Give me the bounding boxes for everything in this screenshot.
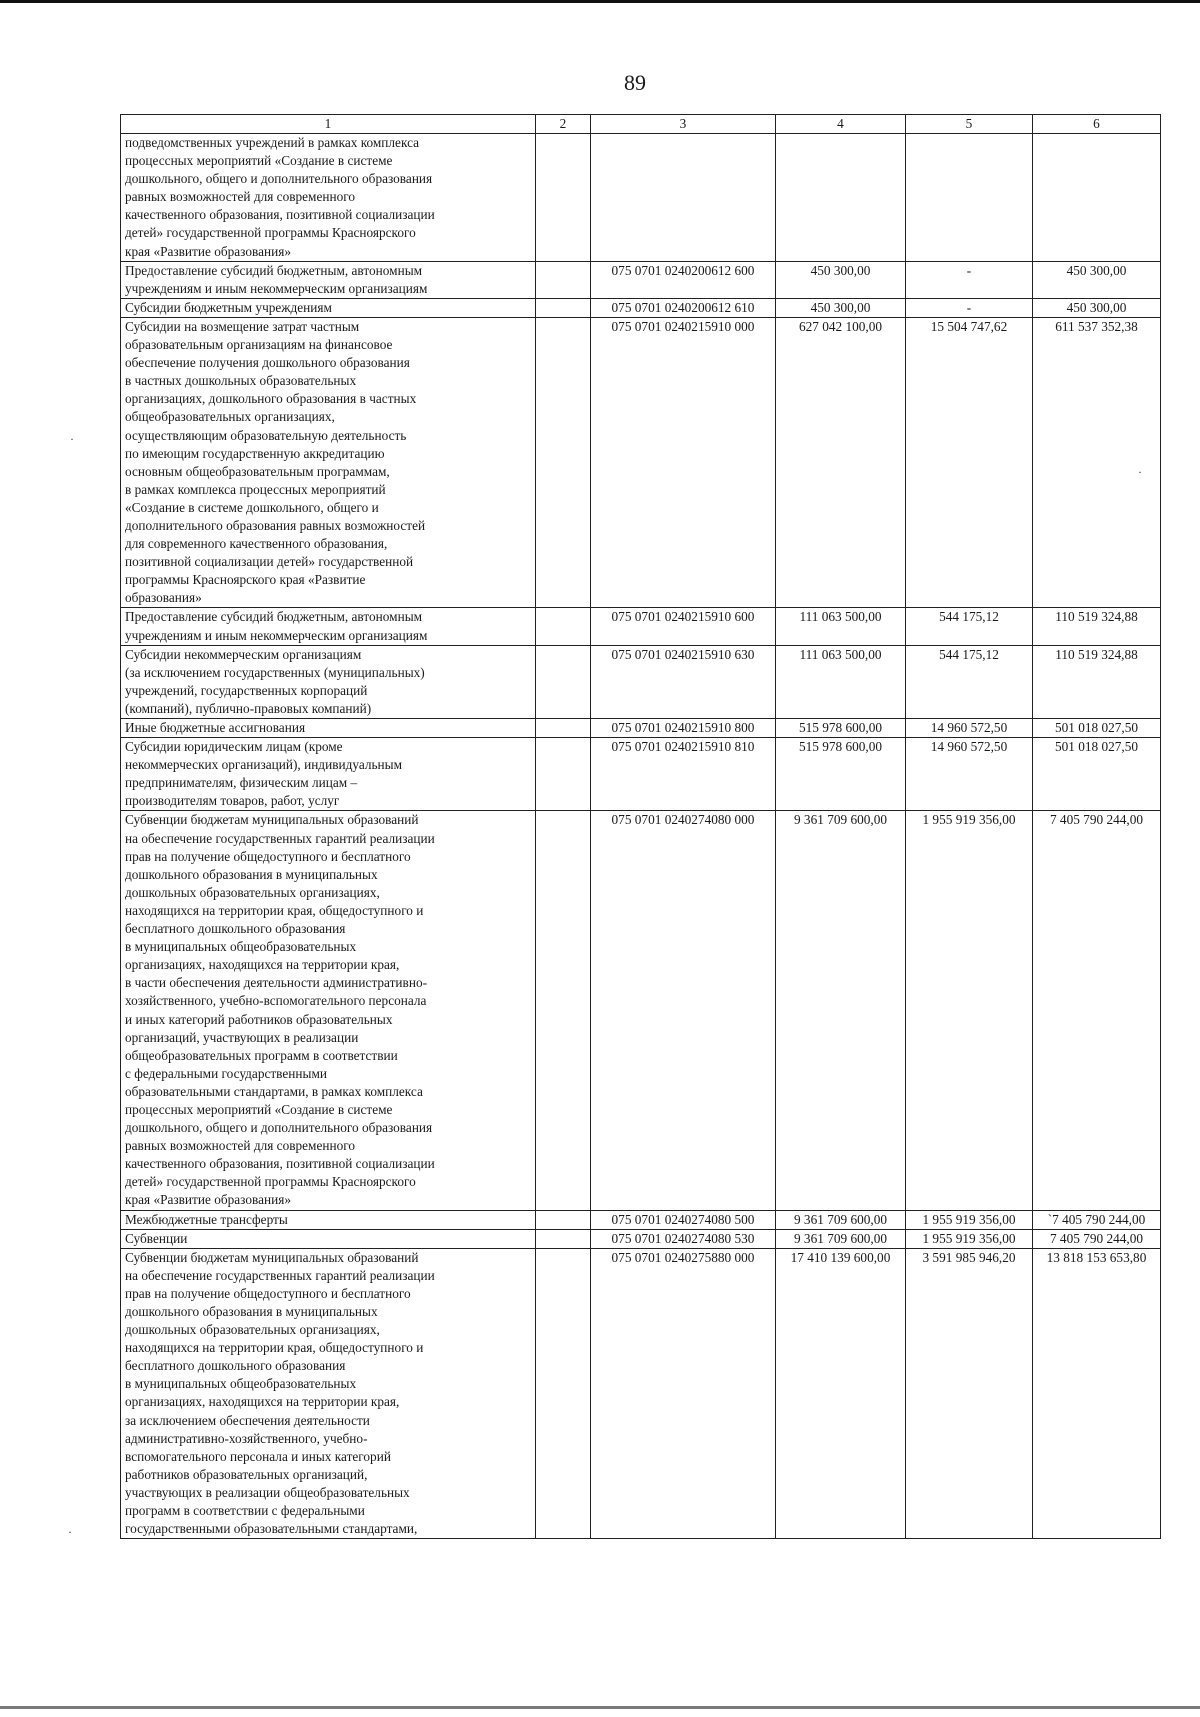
row-code: 075 0701 0240215910 600	[591, 608, 776, 645]
header-col-6: 6	[1033, 115, 1161, 134]
row-empty-col	[536, 738, 591, 811]
row-done: 3 591 985 946,20	[906, 1248, 1033, 1539]
row-code: 075 0701 0240274080 530	[591, 1229, 776, 1248]
table-row	[121, 1210, 1161, 1229]
row-name: Субвенции бюджетам муниципальных образований на обеспечение государственных гарантий реализации прав на получение общедоступного и бесплатного дошкольного образования в муниципальных дошкольных образовательных организациях, находящихся на территории края, общедоступного и бесплатного дошкольного образования в муниципальных общеобразовательных организациях, находящихся на территории края, за исключением обеспечения деятельности административно-хозяйственного, учебно- вспомогательного персонала и иных категорий работников образовательных организаций, участвующих в реализации общеобразовательных программ в соответствии с федеральными государственными образовательными стандартами,	[121, 1248, 536, 1539]
row-empty-col	[536, 134, 591, 262]
row-empty-col	[536, 719, 591, 738]
row-code: 075 0701 0240274080 500	[591, 1210, 776, 1229]
row-done: 544 175,12	[906, 645, 1033, 718]
row-done: 14 960 572,50	[906, 719, 1033, 738]
page-number: 89	[624, 70, 646, 95]
header-col-3: 3	[591, 115, 776, 134]
row-plan: 9 361 709 600,00	[776, 811, 906, 1210]
scan-speck: ·	[1138, 465, 1142, 479]
row-name: Субвенции	[121, 1229, 536, 1248]
row-empty-col	[536, 261, 591, 298]
row-rest: 501 018 027,50	[1033, 719, 1161, 738]
row-rest: 611 537 352,38	[1033, 317, 1161, 608]
row-rest	[1033, 134, 1161, 262]
row-code	[591, 134, 776, 262]
row-empty-col	[536, 1210, 591, 1229]
row-plan: 111 063 500,00	[776, 645, 906, 718]
row-empty-col	[536, 608, 591, 645]
row-empty-col	[536, 317, 591, 608]
row-code: 075 0701 0240200612 610	[591, 298, 776, 317]
row-name: подведомственных учреждений в рамках комплекса процессных мероприятий «Создание в системе дошкольного, общего и дополнительного образования равных возможностей для современного качественного образования, позитивной социализации детей» государственной программы Красноярского края «Развитие образования»	[121, 134, 536, 262]
table-row	[121, 645, 1161, 718]
row-done: 14 960 572,50	[906, 738, 1033, 811]
row-name: Субсидии бюджетным учреждениям	[121, 298, 536, 317]
row-done: 1 955 919 356,00	[906, 1210, 1033, 1229]
row-name: Межбюджетные трансферты	[121, 1210, 536, 1229]
row-code: 075 0701 0240215910 630	[591, 645, 776, 718]
row-rest: 501 018 027,50	[1033, 738, 1161, 811]
row-plan: 9 361 709 600,00	[776, 1229, 906, 1248]
row-rest: 450 300,00	[1033, 261, 1161, 298]
row-name: Предоставление субсидий бюджетным, автономным учреждениям и иным некоммерческим организациям	[121, 608, 536, 645]
row-plan: 515 978 600,00	[776, 738, 906, 811]
header-col-2: 2	[536, 115, 591, 134]
row-done: 544 175,12	[906, 608, 1033, 645]
row-plan: 515 978 600,00	[776, 719, 906, 738]
row-empty-col	[536, 1248, 591, 1539]
row-done: 1 955 919 356,00	[906, 1229, 1033, 1248]
row-plan: 111 063 500,00	[776, 608, 906, 645]
row-rest: 7 405 790 244,00	[1033, 811, 1161, 1210]
row-code: 075 0701 0240215910 000	[591, 317, 776, 608]
table-row	[121, 1229, 1161, 1248]
row-empty-col	[536, 645, 591, 718]
row-rest: 450 300,00	[1033, 298, 1161, 317]
header-col-1: 1	[121, 115, 536, 134]
header-col-4: 4	[776, 115, 906, 134]
table-row	[121, 719, 1161, 738]
row-code: 075 0701 0240275880 000	[591, 1248, 776, 1539]
row-rest: 13 818 153 653,80	[1033, 1248, 1161, 1539]
row-empty-col	[536, 811, 591, 1210]
scan-bottom-edge	[0, 1706, 1200, 1709]
row-plan: 450 300,00	[776, 298, 906, 317]
table-row	[121, 811, 1161, 1210]
row-empty-col	[536, 298, 591, 317]
row-code: 075 0701 0240200612 600	[591, 261, 776, 298]
row-name: Иные бюджетные ассигнования	[121, 719, 536, 738]
row-rest: `7 405 790 244,00	[1033, 1210, 1161, 1229]
table-row	[121, 1248, 1161, 1539]
row-code: 075 0701 0240274080 000	[591, 811, 776, 1210]
budget-execution-table	[120, 114, 1161, 1539]
row-code: 075 0701 0240215910 810	[591, 738, 776, 811]
row-empty-col	[536, 1229, 591, 1248]
table-row	[121, 261, 1161, 298]
row-plan: 627 042 100,00	[776, 317, 906, 608]
row-name: Субсидии некоммерческим организациям (за исключением государственных (муниципальных) учреждений, государственных корпораций (компаний), публично-правовых компаний)	[121, 645, 536, 718]
scan-top-edge	[0, 0, 1200, 3]
table-row	[121, 317, 1161, 608]
row-plan: 9 361 709 600,00	[776, 1210, 906, 1229]
row-name: Субсидии юридическим лицам (кроме некоммерческих организаций), индивидуальным предпринимателям, физическим лицам – производителям товаров, работ, услуг	[121, 738, 536, 811]
row-done: -	[906, 261, 1033, 298]
row-plan: 450 300,00	[776, 261, 906, 298]
header-row	[121, 115, 1161, 134]
row-done: 1 955 919 356,00	[906, 811, 1033, 1210]
row-plan	[776, 134, 906, 262]
scan-speck: ·	[68, 1525, 72, 1539]
table-row	[121, 298, 1161, 317]
table-row	[121, 608, 1161, 645]
table-row	[121, 134, 1161, 262]
scan-speck: ·	[70, 432, 74, 446]
row-plan: 17 410 139 600,00	[776, 1248, 906, 1539]
row-done: -	[906, 298, 1033, 317]
row-code: 075 0701 0240215910 800	[591, 719, 776, 738]
row-name: Предоставление субсидий бюджетным, автономным учреждениям и иным некоммерческим организациям	[121, 261, 536, 298]
header-col-5: 5	[906, 115, 1033, 134]
row-done	[906, 134, 1033, 262]
row-done: 15 504 747,62	[906, 317, 1033, 608]
row-name: Субвенции бюджетам муниципальных образований на обеспечение государственных гарантий реализации прав на получение общедоступного и бесплатного дошкольного образования в муниципальных дошкольных образовательных организациях, находящихся на территории края, общедоступного и бесплатного дошкольного образования в муниципальных общеобразовательных организациях, находящихся на территории края, в части обеспечения деятельности административно- хозяйственного, учебно-вспомогательного персонала и иных категорий работников образовательных организаций, участвующих в реализации общеобразовательных программ в соответствии с федеральными государственными образовательными стандартами, в рамках комплекса процессных мероприятий «Создание в системе дошкольного, общего и дополнительного образования равных возможностей для современного качественного образования, позитивной социализации детей» государственной программы Красноярского края «Развитие образования»	[121, 811, 536, 1210]
row-rest: 7 405 790 244,00	[1033, 1229, 1161, 1248]
row-name: Субсидии на возмещение затрат частным образовательным организациям на финансовое обеспечение получения дошкольного образования в частных дошкольных образовательных организациях, дошкольного образования в частных общеобразовательных организациях, осуществляющим образовательную деятельность по имеющим государственную аккредитацию основным общеобразовательным программам, в рамках комплекса процессных мероприятий «Создание в системе дошкольного, общего и дополнительного образования равных возможностей для современного качественного образования, позитивной социализации детей» государственной программы Красноярского края «Развитие образования»	[121, 317, 536, 608]
table-row	[121, 738, 1161, 811]
row-rest: 110 519 324,88	[1033, 608, 1161, 645]
row-rest: 110 519 324,88	[1033, 645, 1161, 718]
